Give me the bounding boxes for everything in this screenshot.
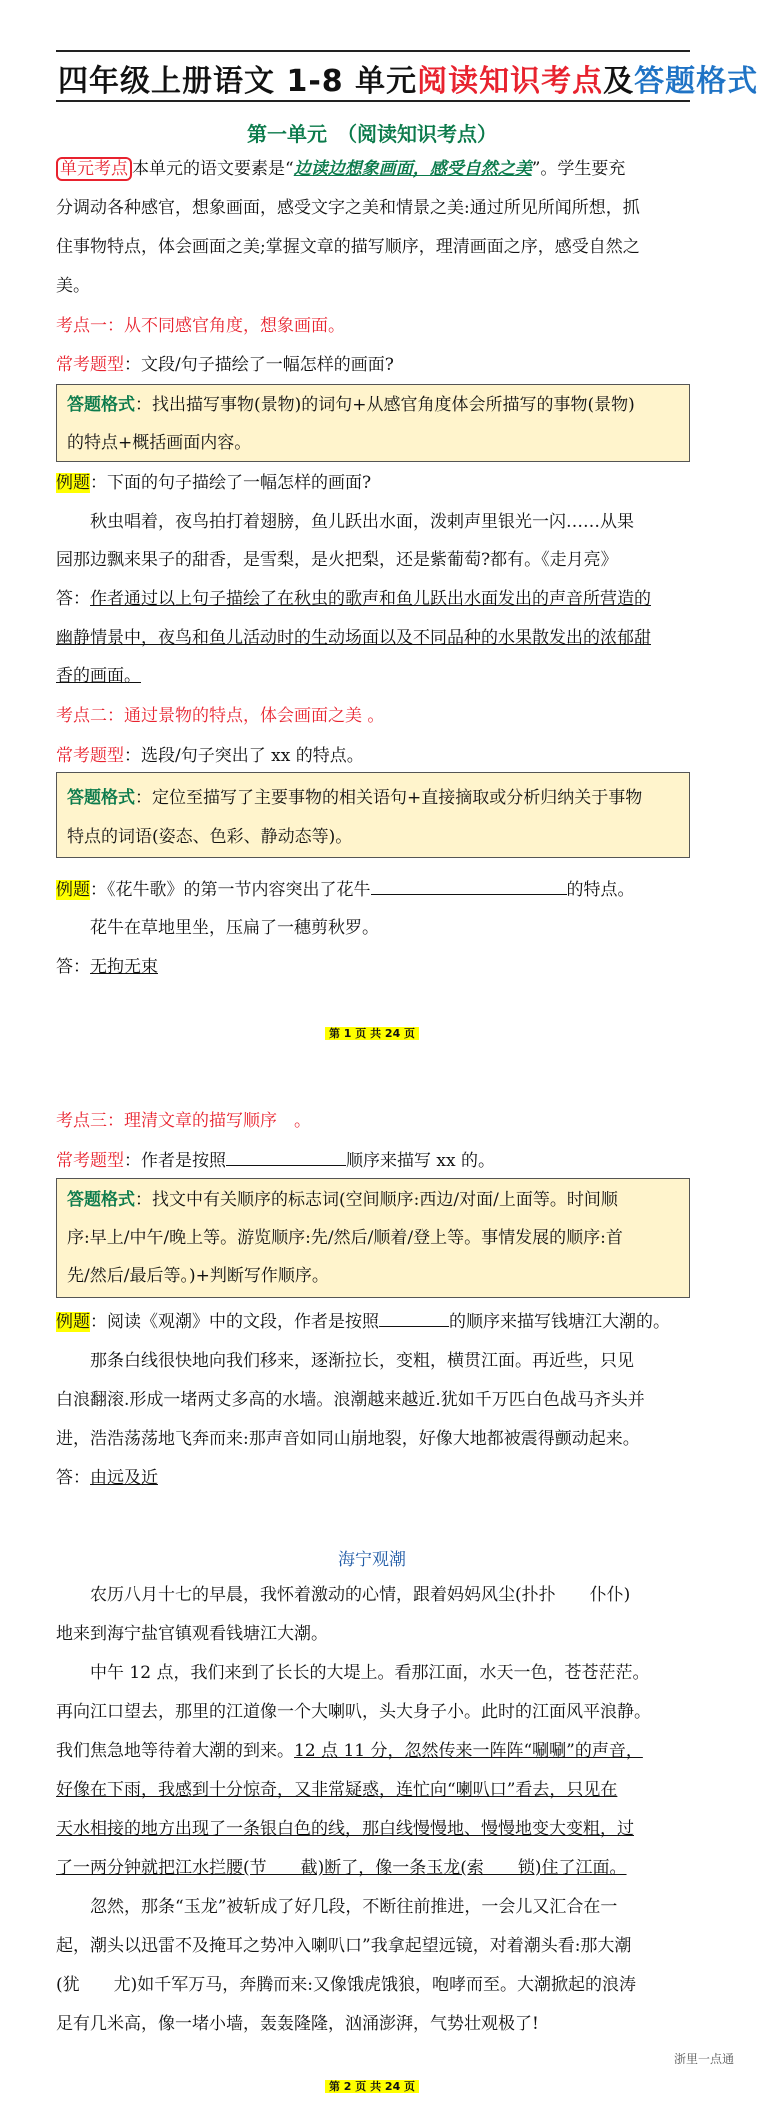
unit-tag: 单元考点 [56,157,132,181]
page-footer [0,2078,744,2094]
text-span: 序:早上/中午/晚上等。游览顺序:先/然后/顺着/登上等。事情发展的顺序:首 [67,1228,623,1248]
text-span: 的特点。 [566,880,635,900]
text-line: 园那边飘来果子的甜香，是雪梨，是火把梨，还是紫葡萄?都有。《走月亮》 [56,550,618,570]
label: 答： [56,589,90,609]
story-line: 农历八月十七的早晨，我怀着激动的心情，跟着妈妈风尘(扑扑 仆仆) [90,1585,631,1605]
text-span: 作者通过以上句子描绘了在秋虫的歌声和鱼儿跃出水面发出的声音所营造的 [90,589,651,609]
answer-format-box [56,1178,690,1298]
text-line: 白浪翻滚.形成一堵两丈多高的水墙。浪潮越来越近.犹如千万匹白色战马齐头并 [56,1390,645,1410]
answer-format-box [56,384,690,462]
label: 答题格式 [67,395,135,415]
label: 答题格式 [67,1190,135,1210]
point-heading: 考点三：理清文章的描写顺序 。 [56,1111,311,1131]
text-span: 由远及近 [90,1468,158,1488]
question-type [56,354,696,376]
story-line: 好像在下雨，我感到十分惊奇，又非常疑惑，连忙向“喇叭口”看去，只见在 [56,1780,618,1800]
story-line: 天水相接的地方出现了一条银白色的线，那白线慢慢地、慢慢地变大变粗，过 [56,1819,634,1839]
text-span: ：定位至描写了主要事物的相关语句+直接摘取或分析归纳关于事物 [135,788,643,808]
story-title: 海宁观潮 [338,1550,406,1570]
answer-line: 香的画面。 [56,666,141,686]
unit-line: 住事物特点，体会画面之美;掌握文章的描写顺序，理清画面之序，感受自然之 [56,237,640,257]
unit-heading: 第一单元 （阅读知识考点） [247,122,497,146]
label: 常考题型 [56,1151,124,1171]
label: 答题格式 [67,788,135,808]
title-part: 及 [603,64,635,99]
text-span: ：阅读《观潮》中的文段，作者是按照 [90,1312,379,1332]
text-span: 顺序来描写 xx 的。 [346,1151,495,1171]
story-line: 忽然，那条“玉龙”被斩成了好几段，不断往前推进，一会儿又汇合在一 [90,1897,618,1917]
answer [56,588,696,610]
text-span: 12 点 11 分，忽然传来一阵阵“唰唰”的声音， [294,1741,643,1761]
answer-format-box [56,772,690,858]
text-span: ：找出描写事物(景物)的词句+从感官角度体会所描写的事物(景物) [135,395,635,415]
text-span: 的特点+概括画面内容。 [67,433,252,453]
page-footer [0,1025,744,1041]
fill-blank[interactable] [379,1310,449,1327]
text-span: ：作者是按照 [124,1151,226,1171]
title-highlight-red: 阅读知识考点 [417,64,604,99]
story-line: 了一两分钟就把江水拦腰(节 截)断了，像一条玉龙(索 锁)住了江面。 [56,1858,627,1878]
text-line: 进，浩浩荡荡地飞奔而来:那声音如同山崩地裂，好像大地都被震得颤动起来。 [56,1429,640,1449]
label: 常考题型 [56,746,124,766]
page-title [58,56,758,100]
label: 例题 [56,880,90,900]
text-span: ：选段/句子突出了 xx 的特点。 [124,746,364,766]
point-heading: 考点一：从不同感官角度，想象画面。 [56,316,345,336]
text-line: 那条白线很快地向我们移来，逐渐拉长，变粗，横贯江面。再近些，只见 [90,1351,634,1371]
title-underline [56,100,690,102]
text-span: ”。学生要充 [531,159,626,179]
story-line: 起，潮头以迅雷不及掩耳之势冲入喇叭口”我拿起望远镜，对着潮头看:那大潮 [56,1936,632,1956]
story-line: 再向江口望去，那里的江道像一个大喇叭，头大身子小。此时的江面风平浪静。 [56,1702,651,1722]
label: 常考题型 [56,355,124,375]
text-span: ：《花牛歌》的第一节内容突出了花牛 [90,880,371,900]
question-type [56,1149,696,1172]
story-line: 中午 12 点，我们来到了长长的大堤上。看那江面，水天一色，苍苍茫茫。 [90,1663,650,1683]
text-line: 秋虫唱着，夜鸟拍打着翅膀，鱼儿跃出水面，泼剌声里银光一闪……从果 [90,512,634,532]
text-span: 第 1 页 共 24 页 [325,1027,419,1040]
text-span: 先/然后/最后等。)+判断写作顺序。 [67,1266,329,1286]
label: 答： [56,957,90,977]
text-span: 我们焦急地等待着大潮的到来。 [56,1741,294,1761]
answer [56,956,696,978]
label: 例题 [56,1312,90,1332]
text-span: 无拘无束 [90,957,158,977]
answer-line: 幽静情景中，夜鸟和鱼儿活动时的生动场面以及不同品种的水果散发出的浓郁甜 [56,628,651,648]
example [56,472,696,494]
text-span: ：找文中有关顺序的标志词(空间顺序:西边/对面/上面等。时间顺 [135,1190,618,1210]
unit-line [56,158,696,180]
question-type [56,745,696,767]
answer [56,1467,696,1489]
title-highlight-blue: 答题格式 [634,64,758,99]
unit-line: 美。 [56,276,90,296]
top-rule [56,50,690,52]
text-span: 特点的词语(姿态、色彩、静动态等)。 [67,827,353,847]
example [56,878,696,901]
text-span: ：文段/句子描绘了一幅怎样的画面? [124,355,394,375]
label: 例题 [56,473,90,493]
label: 答： [56,1468,90,1488]
watermark: 浙里一点通 [673,2052,734,2066]
story-line [56,1740,696,1762]
fill-blank[interactable] [226,1149,346,1166]
fill-blank[interactable] [371,878,567,895]
text-span: ：下面的句子描绘了一幅怎样的画面? [90,473,372,493]
title-part: 四年级上册语文 1-8 单元 [58,64,418,99]
example [56,1310,696,1333]
text-line: 花牛在草地里坐，压扁了一穗剪秋罗。 [90,918,379,938]
key-element: 边读边想象画面，感受自然之美 [293,159,532,179]
text-span: 的顺序来描写钱塘江大潮的。 [449,1312,670,1332]
story-line: (犹 尤)如千军万马，奔腾而来:又像饿虎饿狼，咆哮而至。大潮掀起的浪涛 [56,1975,636,1995]
story-line: 地来到海宁盐官镇观看钱塘江大潮。 [56,1624,328,1644]
point-heading: 考点二：通过景物的特点，体会画面之美 。 [56,706,385,726]
text-span: 本单元的语文要素是“ [132,159,294,179]
story-line: 足有几米高，像一堵小墙，轰轰隆隆，汹涌澎湃，气势壮观极了! [56,2014,539,2034]
unit-line: 分调动各种感官，想象画面，感受文字之美和情景之美:通过所见所闻所想，抓 [56,198,640,218]
text-span: 第 2 页 共 24 页 [325,2080,419,2093]
